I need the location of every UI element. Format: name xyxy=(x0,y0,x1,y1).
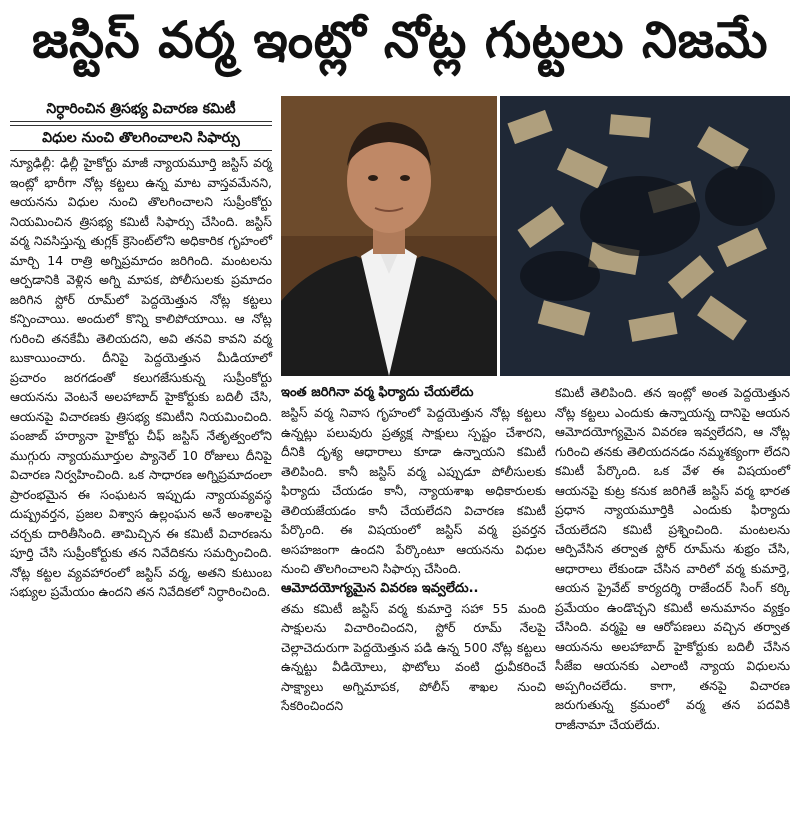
subheadings xyxy=(10,97,272,154)
column-2-text-b: తమ కమిటీ జస్టిస్ వర్మ కుమార్తె సహా 55 మంది సాక్షులను విచారించిందని, స్టోర్ రూమ్ నేలపై చెల్లాచెదురుగా పెద్దయెత్తున పడి ఉన్న 500 నోట్ల కట్టలు ఉన్నట్టు వీడియోలు, ఫొటోలు వంటి ధ్రువీకరించే సాక్ష్యాలు అగ్నిమాపక, పోలీస్ శాఖల నుంచి సేకరించిందని xyxy=(281,600,546,713)
article-column-2 xyxy=(281,383,546,716)
column-3-text: కమిటీ తెలిపింది. తన ఇంట్లో అంత పెద్దయెత్తున నోట్ల కట్టలు ఎందుకు ఉన్నాయన్న దానిపై ఆయన ఆమోదయోగ్యమైన వివరణ ఇవ్వలేదని, ఆ నోట్ల గురించి తనకు తెలియదనడం నమ్మశక్యంగా లేదని కమిటీ పేర్కొంది. ఒక వేళ ఈ విషయంలో ఆయనపై కుట్ర కనుక జరిగితే జస్టిస్ వర్మ భారత ప్రధాన న్యాయమూర్తికి ఎందుకు ఫిర్యాదు చేయలేదని కమిటీ ప్రశ్నించింది. మంటలను ఆర్పివేసిన తర్వాత స్టోర్ రూమ్‌ను శుభ్రం చేసి, ఆధారాలు లేకుండా చేసిన వారిలో వర్మ కుమార్తె, ఆయన ప్రైవేట్ కార్యదర్శి రాజేందర్ సింగ్ కర్కి ప్రమేయం ఉండొచ్చని కమిటీ అనుమానం వ్యక్తం చేసింది. వర్మపై ఆ ఆరోపణలు వచ్చిన తర్వాత ఆయనను అలహాబాద్ హైకోర్టుకు బదిలీ చేసిన సీజేఐ ఆయనకు ఎలాంటి న్యాయ విధులను అప్పగించలేదు. కాగా, తనపై విచారణ జరుగుతున్న క్రమంలో వర్మ తన పదవికి రాజీనామా చేయలేదు. xyxy=(555,385,790,732)
burnt-cash-photo xyxy=(500,96,790,376)
justice-portrait-photo xyxy=(281,96,497,376)
article-column-3 xyxy=(555,383,790,734)
article-column-1 xyxy=(10,153,272,602)
portrait-illustration xyxy=(281,96,497,376)
column-2-heading: ఇంత జరిగినా వర్మ ఫిర్యాదు చేయలేదు xyxy=(281,385,474,400)
subheading-committee: నిర్ధారించిన త్రిసభ్య విచారణ కమిటీ xyxy=(10,97,272,122)
subheading-recommendation: విధుల నుంచి తొలగించాలని సిఫార్సు xyxy=(10,125,272,151)
column-1-text: న్యూఢిల్లీ: ఢిల్లీ హైకోర్టు మాజీ న్యాయమూర్తి జస్టిస్ వర్మ ఇంట్లో భారీగా నోట్ల కట్టలు ఉన్న మాట వాస్తవమేనని, ఆయనను విధుల నుంచి తొలగించాలని సుప్రీంకోర్టు నియమించిన త్రిసభ్య కమిటీ సిఫార్సు చేసింది. జస్టిస్ వర్మ నివసిస్తున్న తుగ్లక్ క్రెసెంట్‌లోని అధికారిక గృహంలో మార్చి 14 రాత్రి అగ్నిప్రమాదం జరిగింది. మంటలను ఆర్పడానికి వెళ్లిన అగ్ని మాపక, పోలీసులకు ప్రమాదం జరిగిన స్టోర్ రూమ్‌లో పెద్దయెత్తున నోట్ల కట్టలు కన్పించాయి. అందులో కొన్ని కాలిపోయాయి. ఆ నోట్ల గురించి తనకేమీ తెలియదని, అవి తనవి కావని వర్మ బుకాయించారు. దీనిపై పెద్దయెత్తున మీడియాలో ప్రచారం జరగడంతో కలుగజేసుకున్న సుప్రీంకోర్టు ఆయనను వెంటనే అలహాబాద్ హైకోర్టుకు బదిలీ చేసి, ఆయనపై విచారణకు త్రిసభ్య కమిటీని నియమించింది. పంజాబ్ హర్యానా హైకోర్టు చీఫ్ జస్టిస్ నేతృత్వంలోని ముగ్గురు న్యాయమూర్తుల ప్యానెల్ 10 రోజులు దీనిపై విచారణ నిర్వహించింది. ఒక సాధారణ అగ్నిప్రమాదంలా ప్రారంభమైన ఈ సంఘటన ఇప్పుడు న్యాయవ్యవస్థ దుష్ప్రవర్తన, ప్రజల విశ్వాస ఉల్లంఘన అనే అంశాలపై చర్చకు దారితీసింది. తామిచ్చిన ఈ కమిటీ విచారణను పూర్తి చేసి సుప్రీంకోర్టుకు తన నివేదికను సమర్పించింది. నోట్ల కట్టల వ్యవహారంలో జస్టిస్ వర్మ, అతని కుటుంబ సభ్యుల ప్రమేయం ఉందని తన నివేదికలో నిర్ధారించింది. xyxy=(10,155,272,599)
cash-illustration xyxy=(500,96,790,376)
column-2-heading-2: ఆమోదయోగ్యమైన వివరణ ఇవ్వలేదు.. xyxy=(281,580,479,596)
column-2-text-a: జస్టిస్ వర్మ నివాస గృహంలో పెద్దయెత్తున నోట్ల కట్టలు ఉన్నట్లు పలువురు ప్రత్యక్ష సాక్షులు స్పష్టం చేశారని, దీనికి దృశ్య ఆధారాలు కూడా ఉన్నాయని కమిటీ తెలిపింది. కానీ జస్టిస్ వర్మ ఎప్పుడూ పోలీసులకు ఫిర్యాదు చేయడం కానీ, న్యాయశాఖ అధికారులకు తెలియజేయడం కానీ చేయలేదని విచారణ కమిటీ పేర్కొంది. ఈ విషయంలో జస్టిస్ వర్మ ప్రవర్తన అసహజంగా ఉందని పేర్కొంటూ ఆయనను విధుల నుంచి తొలగించాలని సిఫార్సు చేసింది. xyxy=(281,405,546,576)
headline: జస్టిస్ వర్మ ఇంట్లో నోట్ల గుట్టలు నిజమే xyxy=(31,10,769,69)
